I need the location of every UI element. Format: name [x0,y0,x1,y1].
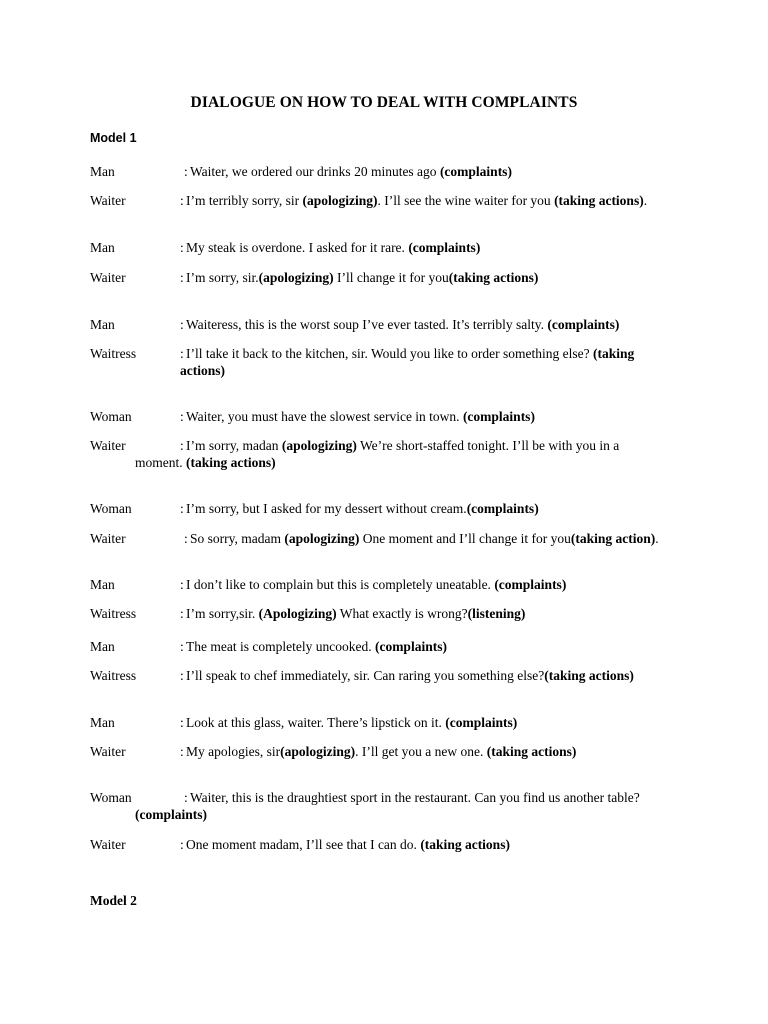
dialogue-fragment: Look at this glass, waiter. There’s lipstick on it. [186,715,446,730]
annotation-label: (apologizing) [281,438,357,453]
speaker-label: Waiter [90,744,126,759]
model2-heading: Model 2 [90,893,137,908]
annotation-label: (apologizing) [280,744,356,759]
annotation-label: (complaints) [466,501,539,516]
dialogue-text [190,163,512,180]
speaker-label: Waitress [90,346,137,361]
dialogue-text [186,316,619,333]
dialogue-fragment: Waiteress, this is the worst soup I’ve ever tasted. It’s terribly salty. [186,317,548,332]
dialogue-continuation [135,806,207,823]
dialogue-text [186,192,647,209]
dialogue-text [186,605,525,622]
dialogue-text [190,789,640,806]
dialogue-fragment: I’m sorry,sir. [186,606,259,621]
dialogue-fragment: I’m sorry, but I asked for my dessert without cream. [186,501,467,516]
annotation-label: (taking actions) [486,744,577,759]
dialogue-text [186,345,634,362]
dialogue-text [186,239,480,256]
annotation-label: (complaints) [439,164,512,179]
speaker-label: Man [90,317,115,332]
dialogue-text [186,500,539,517]
annotation-label: (apologizing) [302,193,378,208]
dialogue-fragment: Waiter, we ordered our drinks 20 minutes ago [190,164,440,179]
dialogue-fragment: My apologies, sir [186,744,281,759]
speaker-label: Waiter [90,438,126,453]
dialogue-fragment: What exactly is wrong? [336,606,468,621]
dialogue-text [186,408,535,425]
dialogue-fragment: I’ll take it back to the kitchen, sir. Would you like to order something else? [186,346,593,361]
speaker-label: Woman [90,409,132,424]
dialogue-fragment: One moment madam, I’ll see that I can do. [186,837,421,852]
annotation-label: (apologizing) [284,531,360,546]
dialogue-text [186,714,517,731]
annotation-label: (complaints) [374,639,447,654]
annotation-label: (taking actions) [448,270,539,285]
speaker-label: Woman [90,790,132,805]
annotation-label: (taking actions) [420,837,510,852]
dialogue-fragment: I’m sorry, madan [186,438,282,453]
model1-heading: Model 1 [90,131,137,145]
annotation-label: (complaints) [462,409,535,424]
dialogue-fragment: I’m sorry, sir. [186,270,259,285]
speaker-label: Man [90,715,115,730]
annotation-label: (taking actions) [544,668,634,683]
speaker-label: Waiter [90,270,126,285]
dialogue-fragment: We’re short-staffed tonight. I’ll be with you in a [356,438,620,453]
annotation-label: (Apologizing) [258,606,337,621]
dialogue-text [186,269,538,286]
speaker-label: Waitress [90,668,137,683]
dialogue-fragment: . [655,531,659,546]
dialogue-text [186,836,510,853]
dialogue-fragment: One moment and I’ll change it for you [359,531,571,546]
dialogue-text [186,638,447,655]
dialogue-continuation [135,454,276,471]
annotation-label: (listening) [467,606,526,621]
dialogue-text [186,743,576,760]
annotation-label: (taking actions) [554,193,644,208]
dialogue-fragment: . I’ll get you a new one. [355,744,487,759]
speaker-label: Waitress [90,606,137,621]
annotation-label: (taking action) [570,531,656,546]
annotation-label: (taking [592,346,635,361]
annotation-label: (complaints) [135,807,207,822]
annotation-label: (complaints) [494,577,567,592]
speaker-label: Waiter [90,837,126,852]
speaker-label: Man [90,240,115,255]
document-title: DIALOGUE ON HOW TO DEAL WITH COMPLAINTS [190,94,578,111]
speaker-label: Waiter [90,193,126,208]
dialogue-fragment: moment. [135,455,186,470]
dialogue-fragment: So sorry, madam [190,531,285,546]
dialogue-fragment: I’ll change it for you [333,270,449,285]
speaker-label: Man [90,639,115,654]
dialogue-text [190,530,659,547]
annotation-label: (apologizing) [258,270,334,285]
dialogue-fragment: I’ll speak to chef immediately, sir. Can raring you something else? [186,668,545,683]
annotation-label: (complaints) [547,317,620,332]
dialogue-text [186,576,566,593]
dialogue-fragment: The meat is completely uncooked. [186,639,375,654]
dialogue-fragment: My steak is overdone. I asked for it rare. [186,240,409,255]
dialogue-fragment: I don’t like to complain but this is completely uneatable. [186,577,495,592]
dialogue-text [186,437,619,454]
dialogue-fragment: . I’ll see the wine waiter for you [377,193,555,208]
annotation-label: actions) [180,363,225,378]
dialogue-fragment: I’m terribly sorry, sir [186,193,303,208]
dialogue-text [186,667,634,684]
annotation-label: (complaints) [408,240,481,255]
document-page: DIALOGUE ON HOW TO DEAL WITH COMPLAINTS Model 1 Man : Waiter, we ordered our drinks 20 minutes ago (complaints) Waiter : I’m terribly sorry, sir (apologizing). I’ll see the wine waiter for you (taking actions). Man : My steak is overdone. I asked for it rare. (complaints) Waiter : I’m sorry, sir.(apologizing) I’ll change it for you(taking actions) Man : Waiteress, this is the worst soup I’ve ever tasted. It’s terribly salty. (complaints) Waitress : I’ll take it back to the kitchen, sir. Would you like to order something else? (taking actions) Woman : Waiter, you must have the slowest service in town. (complaints) Waiter : I’m sorry, madan (apologizing) We’re short-staffed tonight. I’ll be with you in a moment. (taking actions) Woman : I’m sorry, but I asked for my dessert without cream.(complaints) Waiter : So sorry, madam (apologizing) One moment and I’ll change it for you(taking action). Man : I don’t like to complain but this is completely uneatable. (complaints) Waitress : I’m sorry,sir. (Apologizing) What exactly is wrong?(listening) Man : The meat is completely uncooked. (complaints) Waitress : I’ll speak to chef immediately, sir. Can raring you something else?(taking actions) Man : Look at this glass, waiter. There’s lipstick on it. (complaints) Waiter : My apologies, sir(apologizing). I’ll get you a new one. (taking actions) Woman : Waiter, this is the draughtiest sport in the restaurant. Can you find us another table? (complaints) Waiter : One moment madam, I’ll see that I can do. (taking actions) Model 2 [0,0,768,1024]
dialogue-continuation [180,362,225,379]
speaker-label: Man [90,577,115,592]
speaker-label: Man [90,164,115,179]
dialogue-fragment: Waiter, you must have the slowest service in town. [186,409,463,424]
annotation-label: (complaints) [445,715,518,730]
speaker-label: Woman [90,501,132,516]
dialogue-fragment: . [643,193,648,208]
dialogue-fragment: Waiter, this is the draughtiest sport in the restaurant. Can you find us another table? [190,790,640,805]
speaker-label: Waiter [90,531,126,546]
annotation-label: (taking actions) [186,455,276,470]
